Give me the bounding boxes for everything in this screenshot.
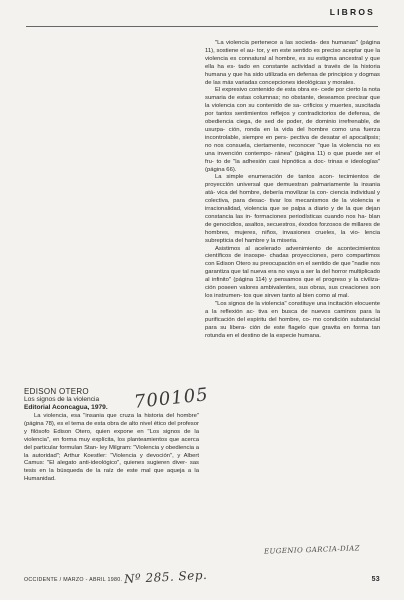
paragraph: "Los signos de la violencia" constituye una incitación elocuente a la reflexión ac- tiva en busca de nuevos caminos para la purificación del espíritu del hombre, co- mo condición substancial para su libera- ción de este flagelo que gravita en forma tan rotunda en el destino de la especie humana. — [205, 300, 380, 339]
handwritten-footer-note: Nº 285. Sep. — [123, 567, 208, 587]
header-rule — [26, 26, 378, 27]
paragraph: La simple enumeración de tantos acon- tecimientos de proyección universal que demuestran palmariamente la insania atá- vica del hombre, debería movilizar la con- ciencia individual y colectiva, para desac- tivar los mecanismos de la violencia e irracionalidad, violencia que se palpa a diario y de la que dejan constancia las in- formaciones periodísticas cuando nos ha- blan de genocidios, asaltos, secuestros, éxodos forzosos de millares de hombres, mujeres, niños, invasiones crueles, la vio- lencia subrepticia del hambre y la miseria. — [205, 174, 380, 244]
page-number: 53 — [371, 576, 380, 583]
book-title: Los signos de la violencia — [24, 396, 100, 403]
section-title: LIBROS — [329, 7, 375, 17]
paragraph: El expresivo contenido de esta obra ex- cede por cierto la nota sumaria de estas columnas; no obstante, deseamos precisar que la violencia con su contenido de sa- crificios y muertes, suscitada por tantos sentimientos reflejos y contradictorios de defensa, de obediencia ciega, de sed de poder, de dominio irrefrenable, de usurpa- ción, ronda en la vida del hombre como una fuerza incontrolable, siempre en pers- pectiva de desatar el apocalipsis; no nos consuela, ciertamente, reconocer "que la violencia no es una invención contempo- ránea" (página 11) o que puede ser el fru- to de "la adhesión casi hipnótica a doc- trinas e ideologías" (página 66). — [205, 87, 380, 173]
paragraph: La violencia, esa "insania que cruza la historia del hombre" (página 78), es el tema de esta obra de alto nivel ético del profesor y filósofo Edison Otero, quien expone en "Los signos de la violencia", en forma muy explícita, los planteamientos que acerca del particular formulan Stan- ley Milgram: "Violencia y obediencia a la autoridad"; Arthur Koestler: "Violencia y devoción", y Albert Camus: "El alegato anti-ideológico", quienes sugieren diver- sas tesis en la búsqueda de la raíz de este mal que aqueja a la Humanidad. — [24, 413, 199, 483]
book-author: EDISON OTERO — [24, 387, 89, 396]
left-column — [24, 413, 199, 484]
paragraph: Asistimos al acelerado advenimiento de acontecimientos científicos de insospe- chadas proyecciones, pero compartimos con Edison Otero su preocupación en el sentido de que "nadie nos garantiza que tal nueva era no vaya a ser la del horror multiplicado al infinito" (página 114) y pensamos que el progreso y la civiliza- ción poseen valores ambivalentes, sus obras, sus creaciones son los instrumen- tos que sirven tanto al bien como al mal. — [205, 245, 380, 299]
handwritten-catalog-number: 700105 — [133, 384, 210, 413]
book-publisher: Editorial Aconcagua, 1979. — [24, 404, 108, 411]
footer-issue: OCCIDENTE / MARZO - ABRIL 1980. — [24, 577, 123, 583]
paragraph: "La violencia pertenece a las socieda- des humanas" (página 11), sostiene el au- tor, y en este sentido es preciso aceptar que la violencia es connatural al hombre, es su estigma ancestral y que ella ha es- tado en constante actividad a través de la historia humana y que ha sido utilizada en defensa de principios y dogmas de las más variadas concepciones ideológicas y morales. — [205, 40, 380, 86]
handwritten-signature: EUGENIO GARCIA-DIAZ — [263, 544, 361, 556]
right-column — [205, 40, 380, 340]
